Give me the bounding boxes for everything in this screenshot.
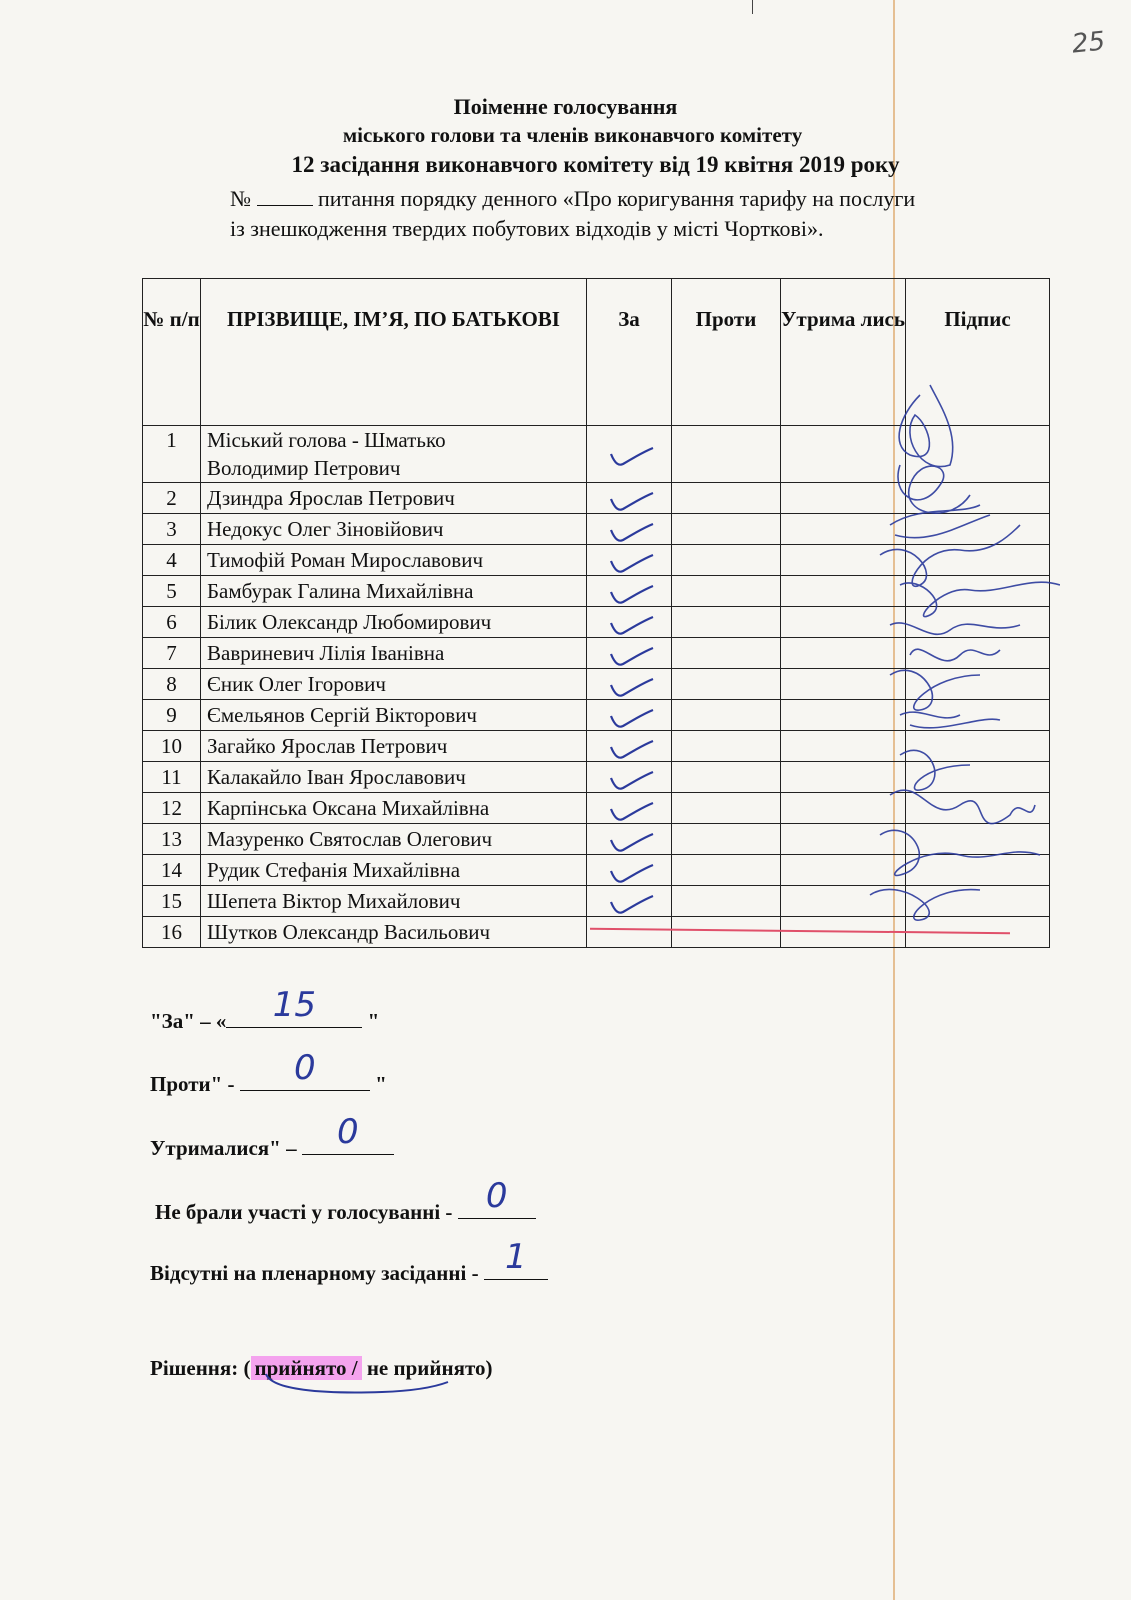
tally-proty (150, 1048, 387, 1097)
row-num: 4 (143, 545, 201, 576)
title-line-3: 12 засідання виконавчого комітету від 19 квітня 2019 року (291, 152, 900, 177)
row-num: 12 (143, 793, 201, 824)
agenda-text-line2: із знешкодження твердих побутових відходів у місті Чорткові». (230, 216, 824, 241)
proty-cell (672, 669, 781, 700)
tally-ne-brali-value-field (458, 1176, 536, 1219)
header-name: ПРІЗВИЩЕ, ІМ’Я, ПО БАТЬКОВІ (201, 279, 587, 426)
row-name: Карпінська Оксана Михайлівна (201, 793, 587, 824)
row-num: 7 (143, 638, 201, 669)
paper-mark (752, 0, 753, 14)
za-check-cell (587, 793, 672, 824)
checkmark-icon (609, 863, 655, 885)
row-name: Загайко Ярослав Петрович (201, 731, 587, 762)
row-num: 2 (143, 483, 201, 514)
proty-cell (672, 917, 781, 948)
checkmark-icon (609, 522, 655, 544)
checkmark-icon (609, 646, 655, 668)
proty-cell (672, 607, 781, 638)
tally-za (150, 985, 380, 1034)
row-name-line2: Володимир Петрович (207, 456, 401, 480)
title-line-2: міського голови та членів виконавчого комітету (342, 123, 803, 147)
decision-rejected: не прийнято) (361, 1356, 493, 1380)
page-number: 25 (1070, 26, 1107, 60)
tally-ne-brali (155, 1176, 536, 1225)
row-name: Бамбурак Галина Михайлівна (201, 576, 587, 607)
header-proty: Проти (672, 279, 781, 426)
agenda-item (230, 184, 1110, 244)
decision-accepted: прийнято / (251, 1356, 362, 1380)
za-check-cell (587, 762, 672, 793)
za-check-cell (587, 514, 672, 545)
tally-utr-label: Утрималися" – (150, 1136, 302, 1160)
checkmark-icon (609, 708, 655, 730)
checkmark-icon (609, 677, 655, 699)
agenda-prefix: № (230, 186, 251, 211)
proty-cell (672, 426, 781, 483)
za-check-cell (587, 607, 672, 638)
tally-za-close: " (362, 1009, 380, 1033)
tally-za-label: "За" – « (150, 1009, 227, 1033)
proty-cell (672, 700, 781, 731)
proty-cell (672, 638, 781, 669)
header-signature: Підпис (906, 279, 1050, 426)
header-num: № п/п (143, 279, 201, 426)
za-check-cell (587, 855, 672, 886)
row-name: Мазуренко Святослав Олегович (201, 824, 587, 855)
za-check-cell (587, 545, 672, 576)
tally-vidsutni-value-field (484, 1237, 548, 1280)
checkmark-icon (609, 553, 655, 575)
tally-ne-brali-value: 0 (485, 1176, 508, 1216)
row-name: Тимофій Роман Мирославович (201, 545, 587, 576)
za-check-cell (587, 576, 672, 607)
za-check-cell (587, 886, 672, 917)
checkmark-icon (609, 615, 655, 637)
row-name: Калакайло Іван Ярославович (201, 762, 587, 793)
agenda-number-blank (257, 187, 313, 206)
za-check-cell (587, 731, 672, 762)
row-num: 16 (143, 917, 201, 948)
row-num: 6 (143, 607, 201, 638)
checkmark-icon (609, 491, 655, 513)
proty-cell (672, 545, 781, 576)
row-num: 9 (143, 700, 201, 731)
tally-proty-value-field (240, 1048, 370, 1091)
row-name: Шутков Олександр Васильович (201, 917, 587, 948)
row-num: 10 (143, 731, 201, 762)
tally-za-value-field (226, 985, 362, 1028)
header-utrymalys: Утрима лись (781, 279, 906, 426)
row-name: Білик Олександр Любомирович (201, 607, 587, 638)
row-name (201, 426, 587, 483)
proty-cell (672, 731, 781, 762)
checkmark-icon (609, 584, 655, 606)
za-check-cell (587, 426, 672, 483)
za-check-cell (587, 669, 672, 700)
checkmark-icon (609, 801, 655, 823)
row-num: 3 (143, 514, 201, 545)
proty-cell (672, 793, 781, 824)
za-check-cell (587, 917, 672, 948)
row-name-line1: Міський голова - Шматько (207, 428, 446, 452)
row-num: 15 (143, 886, 201, 917)
tally-proty-close: " (369, 1072, 387, 1096)
row-num: 13 (143, 824, 201, 855)
proty-cell (672, 824, 781, 855)
row-num: 8 (143, 669, 201, 700)
row-name: Дзиндра Ярослав Петрович (201, 483, 587, 514)
za-check-cell (587, 483, 672, 514)
proty-cell (672, 855, 781, 886)
title-line-1: Поіменне голосування (453, 94, 678, 119)
proty-cell (672, 576, 781, 607)
row-num: 14 (143, 855, 201, 886)
tally-utr-value-field (302, 1112, 394, 1155)
checkmark-icon (609, 770, 655, 792)
proty-cell (672, 886, 781, 917)
row-name: Ємельянов Сергій Вікторович (201, 700, 587, 731)
tally-vidsutni-label: Відсутні на пленарному засіданні - (150, 1261, 484, 1285)
row-name: Рудик Стефанія Михайлівна (201, 855, 587, 886)
tally-ne-brali-label: Не брали участі у голосуванні - (155, 1200, 458, 1224)
decision-underline-icon (262, 1368, 452, 1398)
proty-cell (672, 762, 781, 793)
checkmark-icon (609, 446, 655, 468)
tally-za-value: 15 (272, 985, 317, 1025)
row-name: Вавриневич Лілія Іванівна (201, 638, 587, 669)
proty-cell (672, 514, 781, 545)
za-check-cell (587, 824, 672, 855)
proty-cell (672, 483, 781, 514)
tally-proty-label: Проти" - (150, 1072, 240, 1096)
row-num: 5 (143, 576, 201, 607)
tally-utr-value: 0 (337, 1112, 359, 1152)
checkmark-icon (609, 739, 655, 761)
signatures-scribble-icon (860, 375, 1060, 945)
header-za: За (587, 279, 672, 426)
tally-proty-value: 0 (293, 1048, 316, 1088)
row-name: Недокус Олег Зіновійович (201, 514, 587, 545)
za-check-cell (587, 700, 672, 731)
row-num: 1 (143, 426, 201, 483)
agenda-text-line1: питання порядку денного «Про коригування тарифу на послуги (318, 186, 916, 211)
za-check-cell (587, 638, 672, 669)
tally-utrymalys (150, 1112, 394, 1161)
row-num: 11 (143, 762, 201, 793)
decision-label: Рішення: ( (150, 1356, 251, 1380)
row-name: Шепета Віктор Михайлович (201, 886, 587, 917)
checkmark-icon (609, 894, 655, 916)
tally-vidsutni (150, 1237, 548, 1286)
checkmark-icon (609, 832, 655, 854)
tally-vidsutni-value: 1 (505, 1237, 527, 1277)
row-name: Єник Олег Ігорович (201, 669, 587, 700)
